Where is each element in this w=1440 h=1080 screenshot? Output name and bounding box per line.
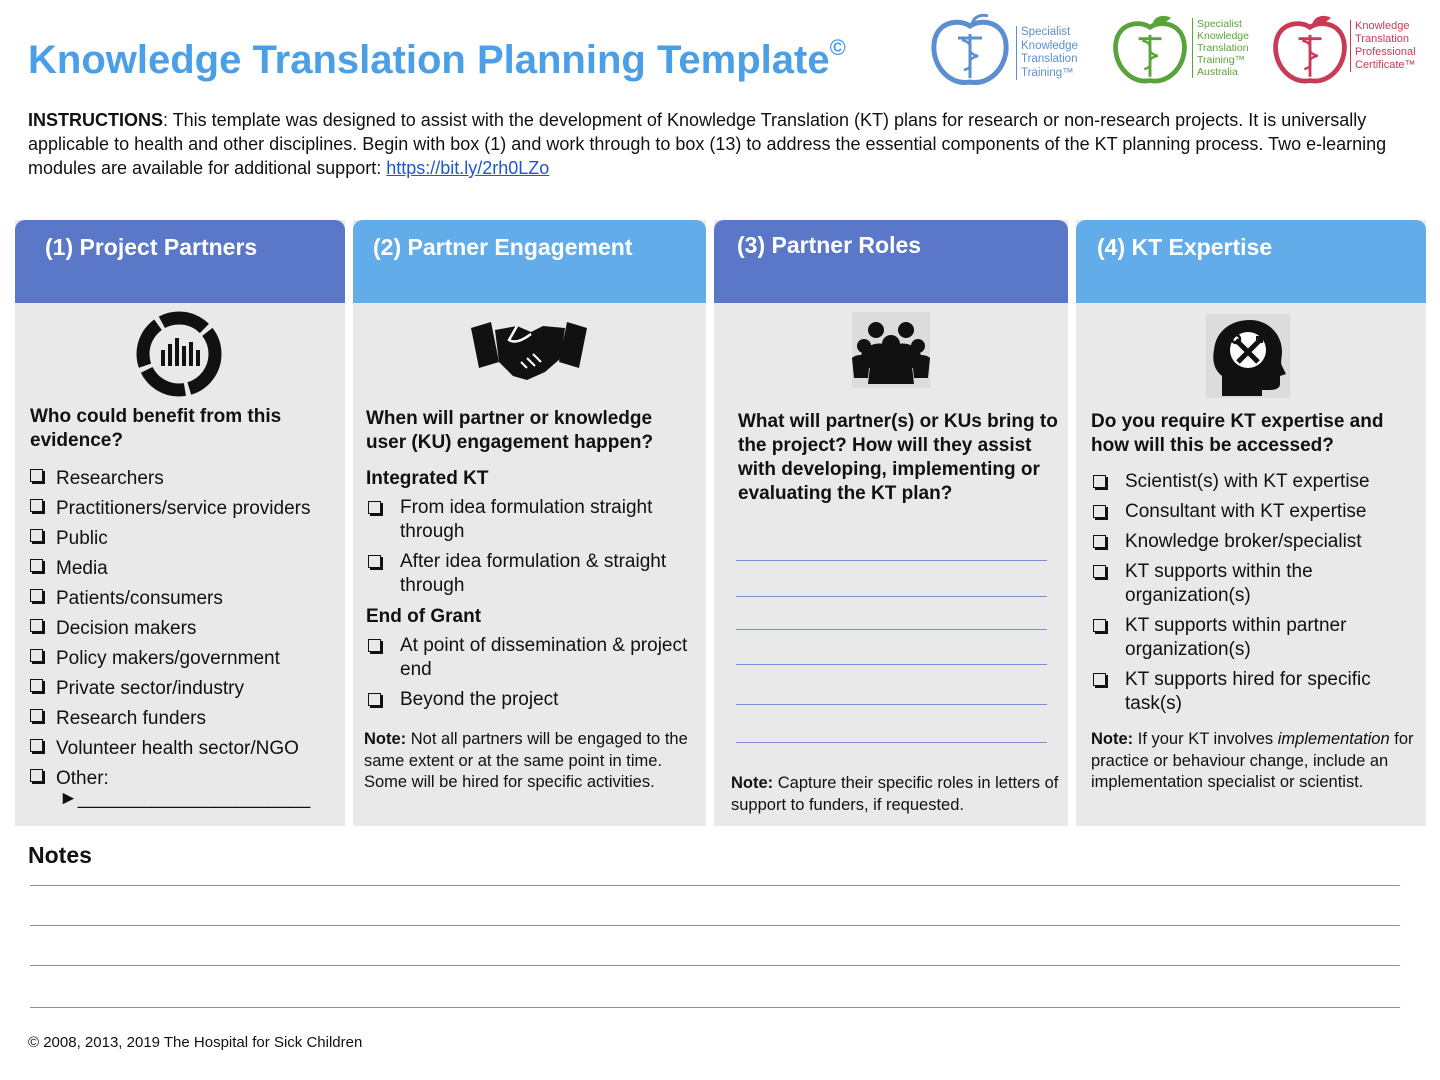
column-partner-roles bbox=[714, 220, 1068, 826]
checkbox-practitioners[interactable]: Practitioners/service providers bbox=[28, 494, 338, 524]
instructions-label: INSTRUCTIONS bbox=[28, 110, 163, 130]
logos bbox=[928, 12, 1418, 92]
column-project-partners bbox=[15, 220, 345, 826]
checkbox-dissemination[interactable]: At point of dissemination & project end bbox=[366, 634, 696, 682]
sktt-australia-logo bbox=[1110, 12, 1260, 92]
group-of-people-icon bbox=[852, 312, 930, 393]
checkbox-private-sector[interactable]: Private sector/industry bbox=[28, 674, 338, 704]
note: Note: If your KT involves implementation for practice or behaviour change, include an implementation specialist or scientist. bbox=[1091, 730, 1414, 791]
column-partner-engagement bbox=[353, 220, 706, 826]
instructions-text: : This template was designed to assist with the development of Knowledge Translation (KT) plans for research or non-research projects. It is universally applicable to health and other disciplines. Begin with box (1) and work through to box (13) to address the essential components of the KT planning process. Two e-learning modules are available for additional support: bbox=[28, 110, 1387, 178]
answer-line[interactable] bbox=[736, 704, 1047, 705]
checkbox-volunteer-sector[interactable]: Volunteer health sector/NGO bbox=[28, 734, 338, 764]
answer-line[interactable] bbox=[736, 596, 1047, 597]
end-of-grant-heading: End of Grant bbox=[366, 606, 482, 627]
column-header bbox=[1076, 220, 1426, 303]
column-header bbox=[15, 220, 345, 303]
column-title: (2) Partner Engagement bbox=[373, 234, 633, 260]
checkbox-decision-makers[interactable]: Decision makers bbox=[28, 614, 338, 644]
answer-line[interactable] bbox=[736, 629, 1047, 630]
checkbox-scientist[interactable]: Scientist(s) with KT expertise bbox=[1091, 470, 1421, 494]
e-learning-link[interactable]: https://bit.ly/2rh0LZo bbox=[386, 158, 550, 178]
checkbox-other[interactable]: Other: bbox=[28, 764, 338, 794]
notes-line[interactable] bbox=[30, 1007, 1400, 1008]
checkbox-policy-makers[interactable]: Policy makers/government bbox=[28, 644, 338, 674]
beneficiary-checklist bbox=[28, 464, 338, 794]
head-with-tools-icon bbox=[1206, 314, 1290, 403]
ktpc-logo-text: Knowledge Translation Professional Certificate™ bbox=[1350, 20, 1416, 72]
ktpc-logo bbox=[1270, 12, 1418, 92]
answer-line[interactable] bbox=[736, 664, 1047, 665]
expertise-checklist bbox=[1091, 470, 1421, 716]
column-kt-expertise bbox=[1076, 220, 1426, 826]
checkbox-public[interactable]: Public bbox=[28, 524, 338, 554]
copyright-mark: © bbox=[829, 34, 846, 60]
checkbox-idea-formulation[interactable]: From idea formulation straight through bbox=[366, 496, 696, 544]
checkbox-kt-supports-within[interactable]: KT supports within the organization(s) bbox=[1091, 560, 1421, 608]
notes-line[interactable] bbox=[30, 925, 1400, 926]
column-header bbox=[714, 220, 1068, 303]
column-header bbox=[353, 220, 706, 303]
checkbox-researchers[interactable]: Researchers bbox=[28, 464, 338, 494]
donut-chart-icon bbox=[133, 310, 225, 403]
checkbox-media[interactable]: Media bbox=[28, 554, 338, 584]
end-of-grant-checklist bbox=[366, 634, 696, 712]
sktt-logo-text: Specialist Knowledge Translation Training™ bbox=[1016, 26, 1078, 80]
checkbox-patients[interactable]: Patients/consumers bbox=[28, 584, 338, 614]
handshake-icon bbox=[469, 318, 589, 393]
copyright-footer: © 2008, 2013, 2019 The Hospital for Sick Children bbox=[28, 1034, 363, 1051]
sktt-logo bbox=[928, 12, 1084, 92]
question: When will partner or knowledge user (KU) engagement happen? bbox=[366, 408, 654, 453]
checkbox-knowledge-broker[interactable]: Knowledge broker/specialist bbox=[1091, 530, 1421, 554]
column-title: (3) Partner Roles bbox=[737, 232, 922, 258]
checkbox-beyond-project[interactable]: Beyond the project bbox=[366, 688, 696, 712]
column-title: (4) KT Expertise bbox=[1097, 234, 1273, 260]
checkbox-consultant[interactable]: Consultant with KT expertise bbox=[1091, 500, 1421, 524]
note: Note: Capture their specific roles in letters of support to funders, if requested. bbox=[731, 774, 1059, 814]
checkbox-kt-supports-hired[interactable]: KT supports hired for specific task(s) bbox=[1091, 668, 1421, 716]
column-title: (1) Project Partners bbox=[45, 234, 258, 260]
question: Who could benefit from this evidence? bbox=[30, 406, 282, 451]
other-input-line[interactable]: ►______________________ bbox=[59, 788, 311, 809]
page-title: Knowledge Translation Planning Template© bbox=[28, 34, 846, 82]
notes-heading: Notes bbox=[28, 842, 92, 868]
notes-line[interactable] bbox=[30, 885, 1400, 886]
question: Do you require KT expertise and how will this be accessed? bbox=[1091, 411, 1384, 456]
instructions bbox=[28, 108, 1420, 180]
answer-line[interactable] bbox=[736, 560, 1047, 561]
integrated-kt-checklist bbox=[366, 496, 696, 598]
integrated-kt-heading: Integrated KT bbox=[366, 468, 489, 489]
checkbox-research-funders[interactable]: Research funders bbox=[28, 704, 338, 734]
checkbox-after-idea-formulation[interactable]: After idea formulation & straight through bbox=[366, 550, 696, 598]
note: Note: Not all partners will be engaged to the same extent or at the same point in time. Some will be hired for specific activities. bbox=[364, 730, 688, 791]
answer-line[interactable] bbox=[736, 742, 1047, 743]
notes-line[interactable] bbox=[30, 965, 1400, 966]
question: What will partner(s) or KUs bring to the project? How will they assist with developing, implementing or evaluating the KT plan? bbox=[738, 411, 1058, 504]
checkbox-kt-supports-partner[interactable]: KT supports within partner organization(s) bbox=[1091, 614, 1421, 662]
sktt-australia-logo-text: Specialist Knowledge Translation Training™ Australia bbox=[1192, 18, 1249, 78]
